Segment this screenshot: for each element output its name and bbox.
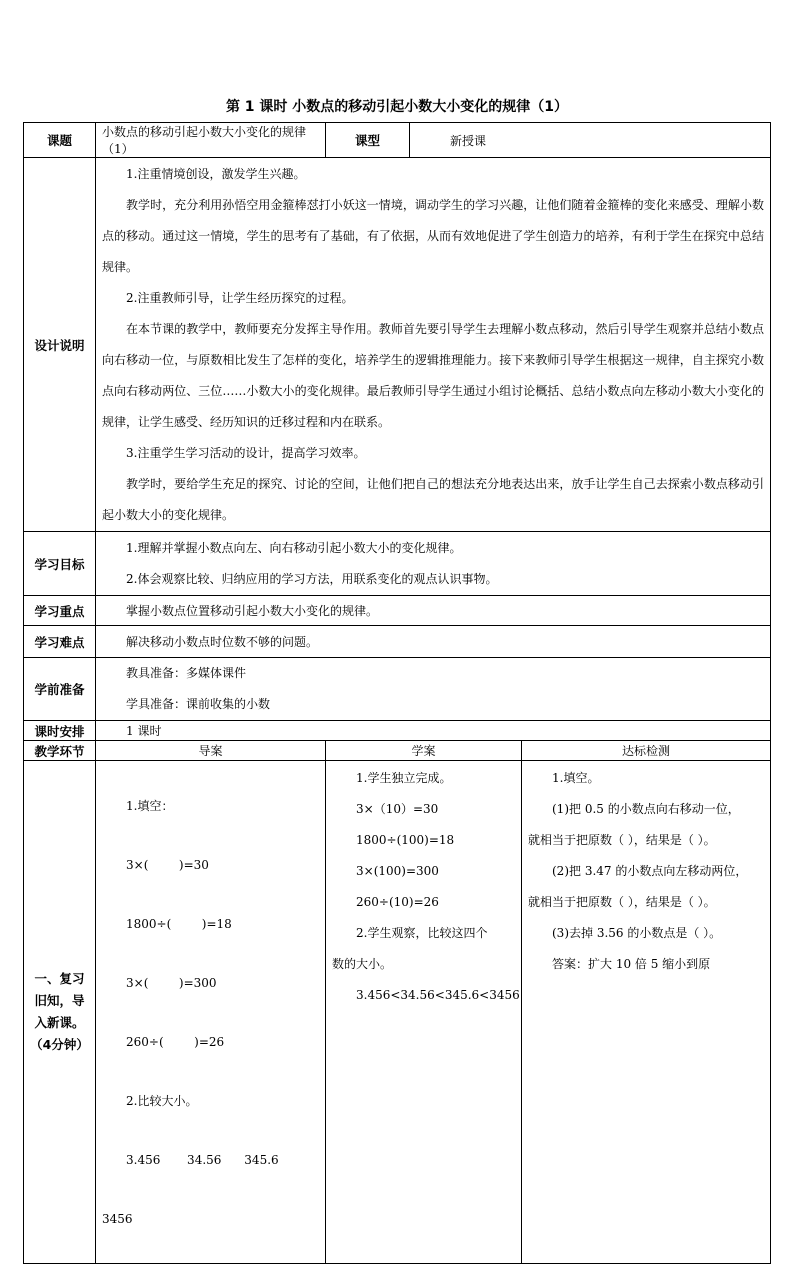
stage1-label-line: 入新课。 bbox=[34, 1015, 85, 1030]
check-line: (3)去掉 3.56 的小数点是（ ）。 bbox=[552, 926, 722, 940]
study-line: 2.学生观察，比较这四个 bbox=[356, 926, 488, 940]
study-line: 3×（10）=30 bbox=[356, 802, 439, 816]
design-paragraph: 2.注重教师引导，让学生经历探究的过程。 bbox=[126, 290, 354, 305]
design-paragraph: 3.注重学生学习活动的设计，提高学习效率。 bbox=[126, 445, 366, 460]
stage1-label-line: 一、复习 bbox=[34, 971, 85, 986]
design-paragraph: 教学时，要给学生充足的探究、讨论的空间，让他们把自己的想法充分地表达出来，放手让学生自己去探索小数点移动引起小数大小的变化规律。 bbox=[102, 476, 765, 522]
guide-line: 3×( )=300 bbox=[126, 976, 217, 990]
difficulty-value: 解决移动小数点时位数不够的问题。 bbox=[96, 626, 771, 658]
page-title: 第 1 课时 小数点的移动引起小数大小变化的规律（1） bbox=[225, 99, 569, 115]
check-line: 1.填空。 bbox=[552, 771, 600, 785]
type-value: 新授课 bbox=[410, 123, 771, 158]
guide-line: 3456 bbox=[102, 1212, 133, 1226]
guide-line: 1.填空： bbox=[126, 799, 174, 813]
prep-item: 教具准备：多媒体课件 bbox=[126, 666, 247, 680]
schedule-value: 1 课时 bbox=[96, 721, 771, 741]
course-label: 课题 bbox=[24, 123, 96, 158]
course-value: 小数点的移动引起小数大小变化的规律（1） bbox=[96, 123, 326, 158]
prep-content bbox=[96, 658, 771, 721]
design-paragraph: 教学时，充分利用孙悟空用金箍棒怼打小妖这一情境，调动学生的学习兴趣，让他们随着金箍棒的变化来感受、理解小数点的移动。通过这一情境，学生的思考有了基础，有了依据，从而有效地促进了学生创造力的培养，有利于学生在探究中总结规律。 bbox=[102, 197, 765, 274]
guide-line: 260÷( )=26 bbox=[126, 1035, 225, 1049]
goal-item: 2.体会观察比较、归纳应用的学习方法，用联系变化的观点认识事物。 bbox=[126, 571, 498, 586]
guide-column-header: 导案 bbox=[96, 741, 326, 761]
guide-line: 3.456 34.56 345.6 bbox=[126, 1153, 279, 1167]
lesson-plan-table bbox=[23, 122, 771, 1264]
check-line: (1)把 0.5 的小数点向右移动一位， bbox=[552, 802, 740, 816]
stage1-label bbox=[24, 761, 96, 1264]
design-label: 设计说明 bbox=[24, 158, 96, 532]
guide-line: 3×( )=30 bbox=[126, 858, 209, 872]
goals-content bbox=[96, 532, 771, 596]
check-column-header: 达标检测 bbox=[522, 741, 771, 761]
study-line: 1800÷(100)=18 bbox=[356, 833, 455, 847]
schedule-label: 课时安排 bbox=[24, 721, 96, 741]
stage-header-label: 教学环节 bbox=[24, 741, 96, 761]
key-point-value: 掌握小数点位置移动引起小数大小变化的规律。 bbox=[96, 596, 771, 626]
study-line: 260÷(10)=26 bbox=[356, 895, 439, 909]
guide-line: 1800÷( )=18 bbox=[126, 917, 232, 931]
stage1-label-line: （4分钟） bbox=[30, 1037, 89, 1052]
check-line: 就相当于把原数（ ），结果是（ ）。 bbox=[528, 833, 716, 847]
design-paragraph: 在本节课的教学中，教师要充分发挥主导作用。教师首先要引导学生去理解小数点移动，然后引导学生观察并总结小数点向右移动一位，与原数相比发生了怎样的变化，培养学生的逻辑推理能力。接下来教师引导学生根据这一规律，自主探究小数点向右移动两位、三位……小数大小的变化规律。最后教师引导学生通过小组讨论概括、总结小数点向左移动小数大小变化的规律，让学生感受、经历知识的迁移过程和内在联系。 bbox=[102, 321, 765, 429]
key-point-label: 学习重点 bbox=[24, 596, 96, 626]
check-line: 答案：扩大 10 倍 5 缩小到原 bbox=[552, 957, 711, 971]
stage1-label-line: 旧知，导 bbox=[34, 993, 85, 1008]
study-line: 数的大小。 bbox=[332, 957, 393, 971]
study-column-header: 学案 bbox=[326, 741, 522, 761]
difficulty-label: 学习难点 bbox=[24, 626, 96, 658]
goal-item: 1.理解并掌握小数点向左、向右移动引起小数大小的变化规律。 bbox=[126, 540, 462, 555]
study-column bbox=[326, 761, 522, 1264]
check-column bbox=[522, 761, 771, 1264]
check-line: 就相当于把原数（ ），结果是（ ）。 bbox=[528, 895, 716, 909]
prep-label: 学前准备 bbox=[24, 658, 96, 721]
type-label: 课型 bbox=[326, 123, 410, 158]
prep-item: 学具准备：课前收集的小数 bbox=[126, 697, 271, 711]
study-line: 1.学生独立完成。 bbox=[356, 771, 452, 785]
goals-label: 学习目标 bbox=[24, 532, 96, 596]
guide-line: 2.比较大小。 bbox=[126, 1094, 198, 1108]
study-line: 3.456<34.56<345.6<3456 bbox=[356, 988, 520, 1002]
check-line: (2)把 3.47 的小数点向左移动两位， bbox=[552, 864, 748, 878]
design-paragraph: 1.注重情境创设，激发学生兴趣。 bbox=[126, 166, 306, 181]
study-line: 3×(100)=300 bbox=[356, 864, 439, 878]
guide-column bbox=[96, 761, 326, 1264]
design-content bbox=[96, 158, 771, 532]
